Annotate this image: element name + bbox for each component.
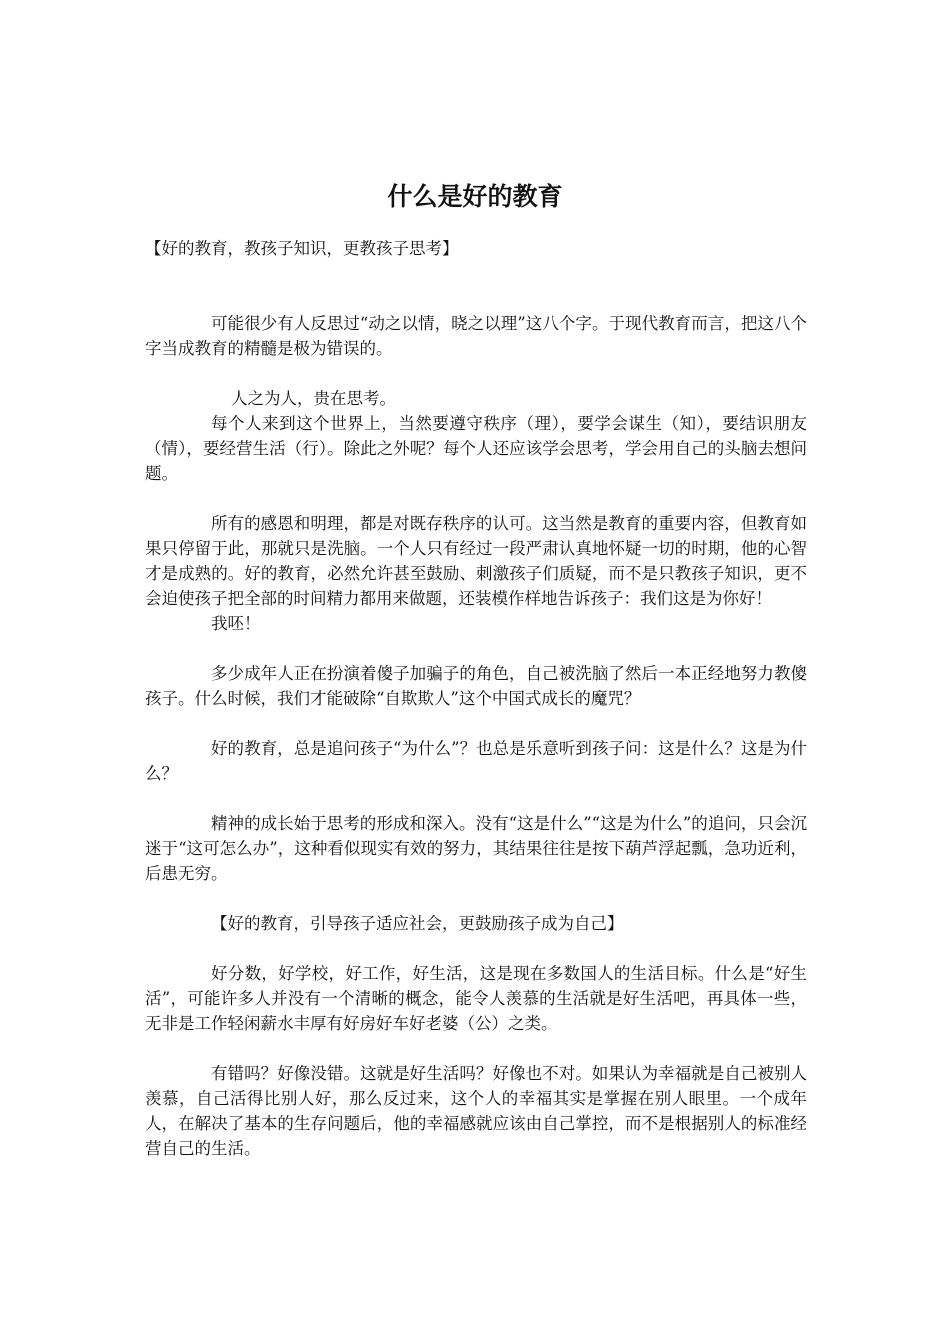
paragraph-gap <box>145 486 807 511</box>
document-title: 什么是好的教育 <box>387 182 563 211</box>
paragraph-gap <box>145 711 807 736</box>
body-paragraph: 我呸！ <box>211 614 261 633</box>
body-paragraph: 好的教育，总是追问孩子“为什么”？也总是乐意听到孩子问：这是什么？这是为什么？ <box>145 739 807 783</box>
body-paragraph: 所有的感恩和明理，都是对既存秩序的认可。这当然是教育的重要内容，但教育如果只停留于此，那就只是洗脑。一个人只有经过一段严肃认真地怀疑一切的时期，他的心智才是成熟的。好的教育，必然允许甚至鼓励、刺激孩子们质疑，而不是只教孩子知识，更不会迫使孩子把全部的时间精力都用来做题，还装模作样地告诉孩子：我们这是为你好！ <box>145 514 807 608</box>
body-paragraph: 有错吗？好像没错。这就是好生活吗？好像也不对。如果认为幸福就是自己被别人羡慕，自己活得比别人好，那么反过来，这个人的幸福其实是掌握在别人眼里。一个成年人，在解决了基本的生存问题后，他的幸福感就应该由自己掌控，而不是根据别人的标准经营自己的生活。 <box>145 1064 807 1158</box>
body-paragraph: 多少成年人正在扮演着傻子加骗子的角色，自己被洗脑了然后一本正经地努力教傻孩子。什么时候，我们才能破除“自欺欺人”这个中国式成长的魔咒？ <box>145 664 807 708</box>
body-paragraph: 精神的成长始于思考的形成和深入。没有“这是什么”“这是为什么”的追问，只会沉迷于“这可怎么办”，这种看似现实有效的努力，其结果往往是按下葫芦浮起瓢，急功近利，后患无穷。 <box>145 814 807 883</box>
paragraph-gap <box>145 786 807 811</box>
body-paragraph: 好分数，好学校，好工作，好生活，这是现在多数国人的生活目标。什么是“好生活”，可能许多人并没有一个清晰的概念，能令人羡慕的生活就是好生活吧，再具体一些，无非是工作轻闲薪水丰厚有好房好车好老婆（公）之类。 <box>145 964 807 1033</box>
paragraph-gap <box>145 1036 807 1061</box>
paragraph-gap <box>145 936 807 961</box>
paragraph-gap <box>145 286 807 311</box>
body-paragraph: 每个人来到这个世界上，当然要遵守秩序（理），要学会谋生（知），要结识朋友（情），要经营生活（行）。除此之外呢？每个人还应该学会思考，学会用自己的头脑去想问题。 <box>145 414 807 483</box>
paragraph-gap <box>145 361 807 386</box>
paragraph-gap <box>145 636 807 661</box>
section-heading: 【好的教育，教孩子知识，更教孩子思考】 <box>145 239 459 258</box>
paragraph-gap <box>145 261 807 286</box>
body-paragraph: 人之为人，贵在思考。 <box>231 389 396 408</box>
body-paragraph: 可能很少有人反思过“动之以情，晓之以理”这八个字。于现代教育而言，把这八个字当成教育的精髓是极为错误的。 <box>145 314 807 358</box>
document-body <box>145 236 807 1161</box>
section-heading: 【好的教育，引导孩子适应社会，更鼓励孩子成为自己】 <box>211 914 624 933</box>
paragraph-gap <box>145 886 807 911</box>
